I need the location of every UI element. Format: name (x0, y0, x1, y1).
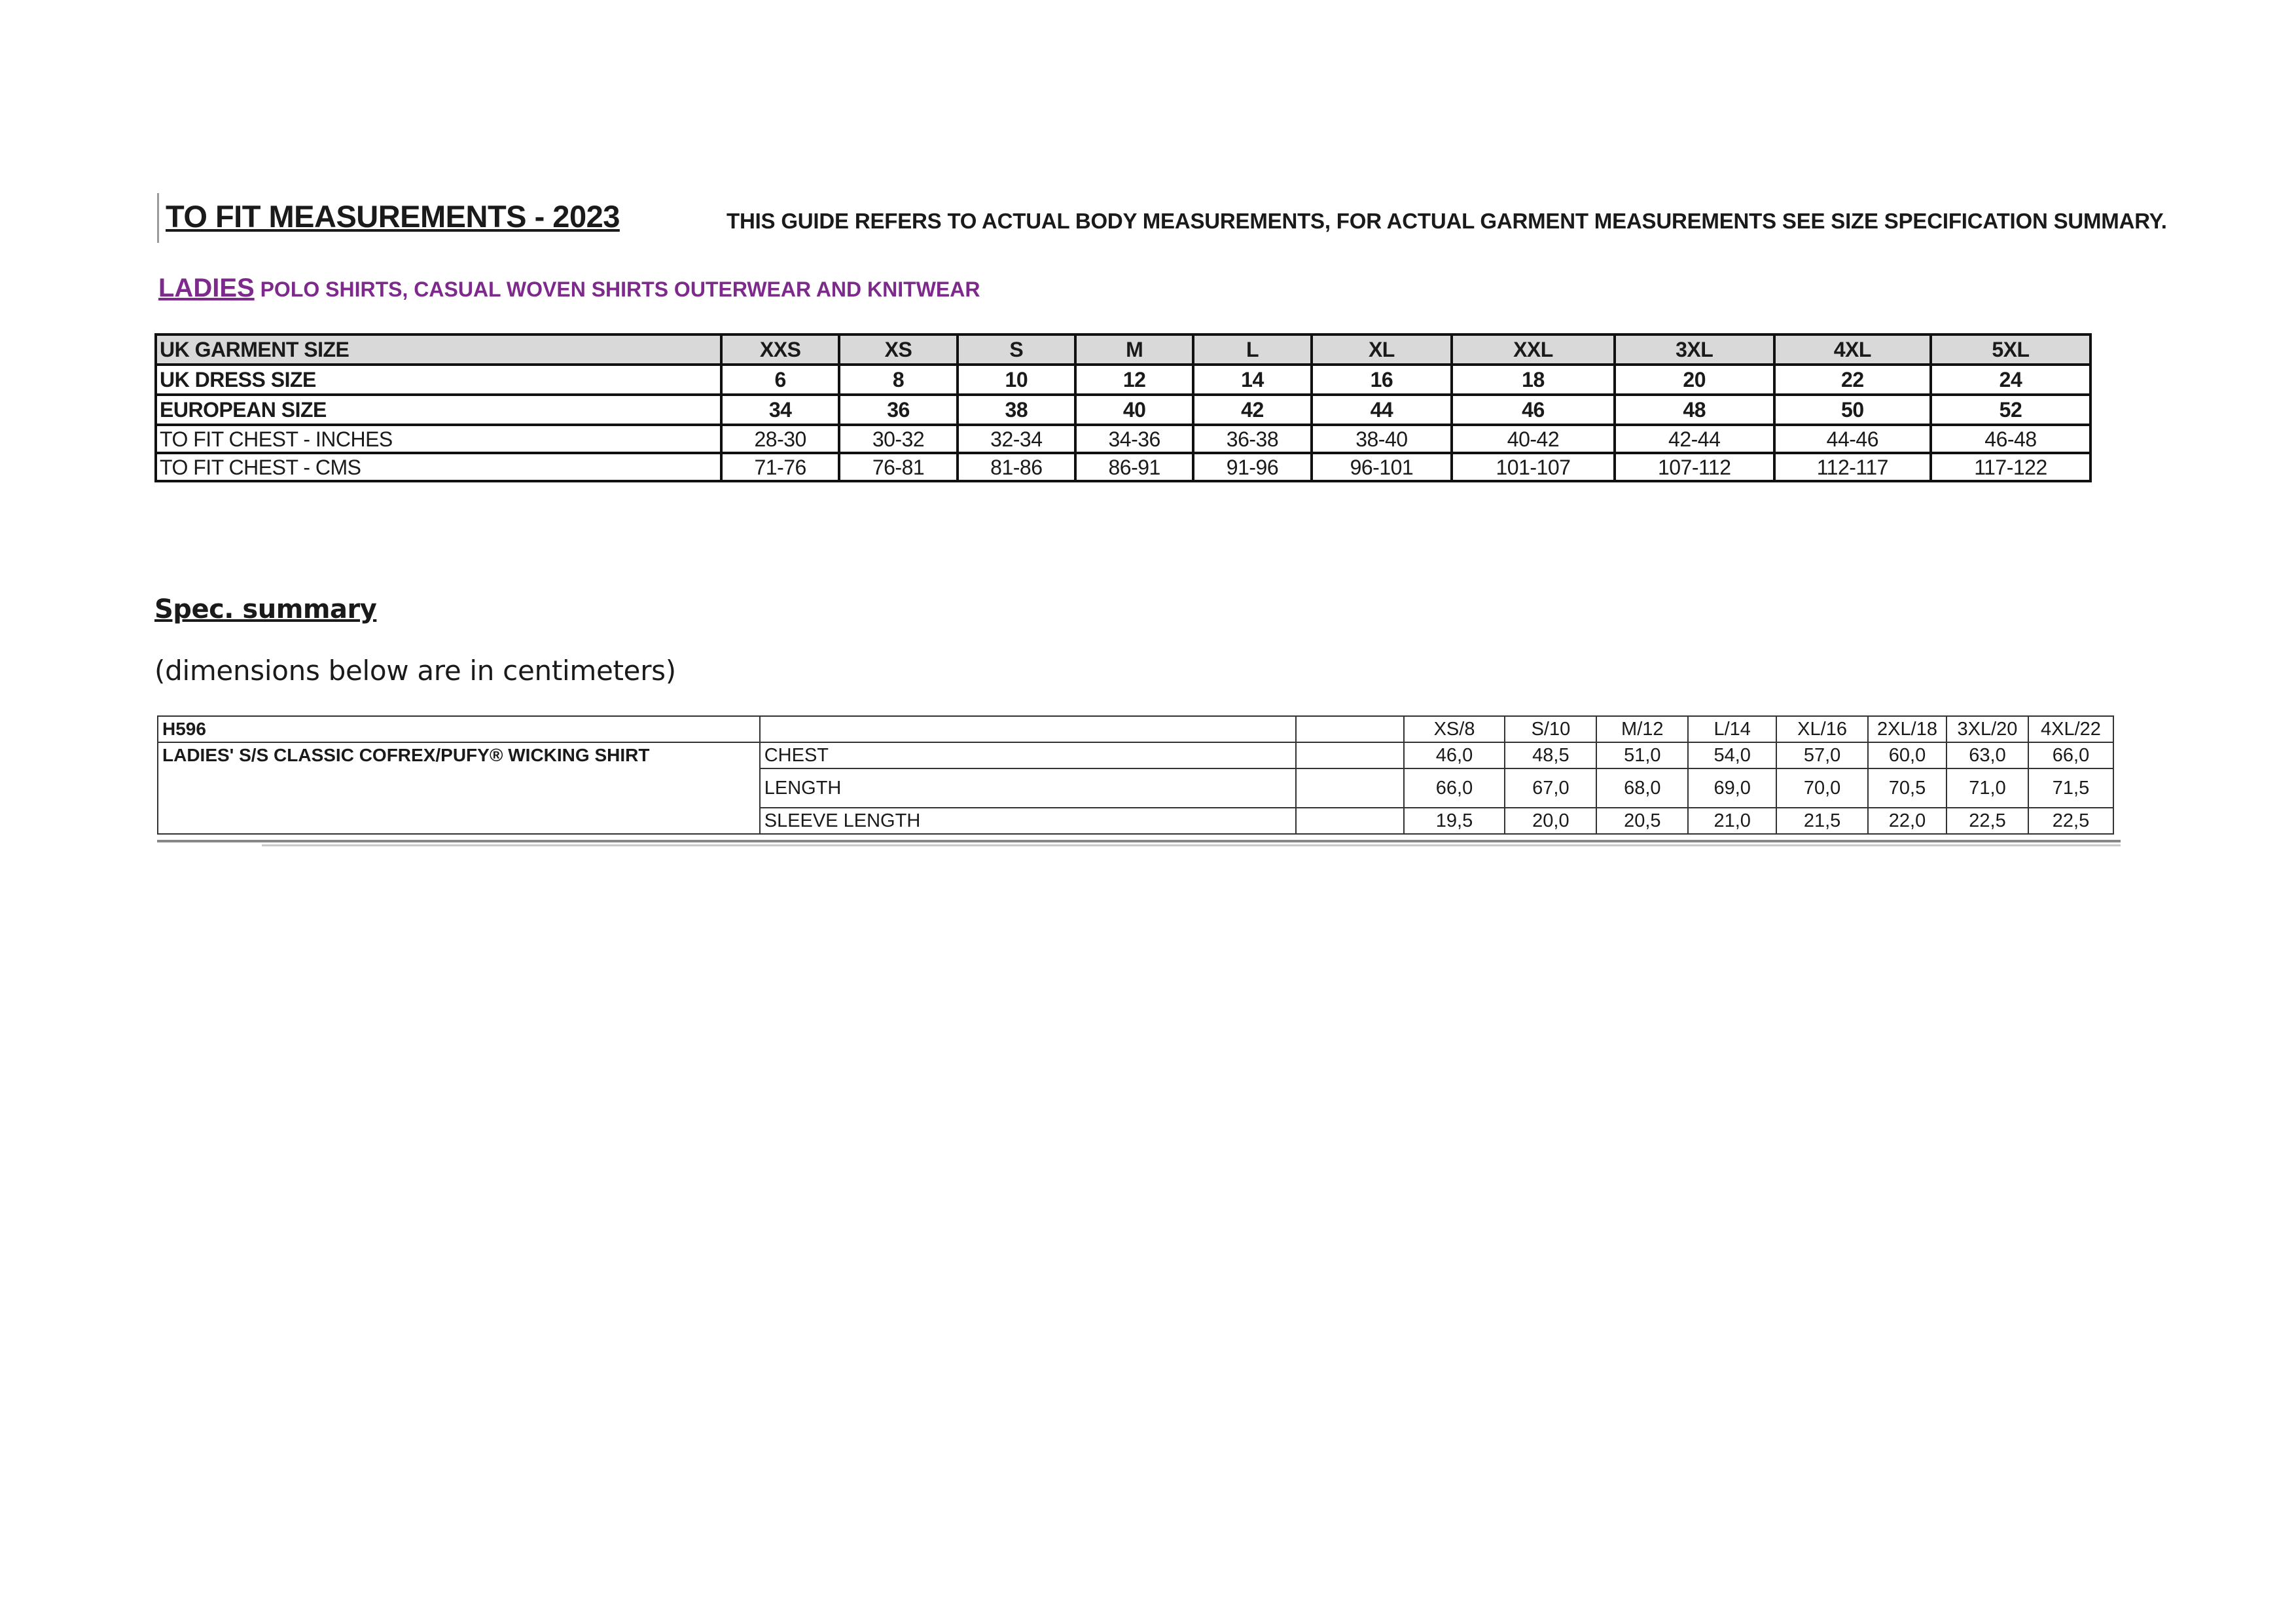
spec-size-header: XS/8 (1404, 716, 1505, 742)
size-cell: 52 (1931, 395, 2090, 425)
measurement-value: 71,0 (1946, 768, 2028, 808)
measurement-value: 19,5 (1404, 808, 1505, 834)
size-cell: 6 (721, 365, 839, 395)
empty-cell (1296, 742, 1404, 768)
measurement-value: 51,0 (1596, 742, 1688, 768)
spec-size-header: XL/16 (1776, 716, 1868, 742)
size-cell: 42 (1193, 395, 1311, 425)
size-cell: 71-76 (721, 453, 839, 481)
row-label: TO FIT CHEST - INCHES (156, 425, 721, 453)
size-cell: 16 (1312, 365, 1452, 395)
size-cell: 44 (1312, 395, 1452, 425)
measurement-value: 57,0 (1776, 742, 1868, 768)
size-cell: 42-44 (1615, 425, 1774, 453)
measurement-value: 46,0 (1404, 742, 1505, 768)
measurement-value: 70,0 (1776, 768, 1868, 808)
measurement-value: 66,0 (1404, 768, 1505, 808)
size-cell: 50 (1774, 395, 1931, 425)
measurement-value: 21,5 (1776, 808, 1868, 834)
size-cell: 22 (1774, 365, 1931, 395)
divider (157, 840, 2121, 842)
size-cell: 32-34 (958, 425, 1075, 453)
size-cell: L (1193, 334, 1311, 365)
size-cell: 5XL (1931, 334, 2090, 365)
section-heading (158, 274, 980, 303)
size-cell: 38 (958, 395, 1075, 425)
title-divider (157, 193, 159, 243)
size-cell: 91-96 (1193, 453, 1311, 481)
measurement-value: 20,0 (1505, 808, 1596, 834)
size-cell: 107-112 (1615, 453, 1774, 481)
style-code: H596 (158, 716, 760, 742)
size-cell: XL (1312, 334, 1452, 365)
spec-size-header: L/14 (1688, 716, 1776, 742)
measurement-value: 54,0 (1688, 742, 1776, 768)
measurement-value: 67,0 (1505, 768, 1596, 808)
spec-size-header: 4XL/22 (2028, 716, 2113, 742)
divider (262, 844, 2121, 846)
empty-cell (1296, 768, 1404, 808)
size-cell: 117-122 (1931, 453, 2090, 481)
size-cell: 101-107 (1452, 453, 1615, 481)
measurement-label: SLEEVE LENGTH (760, 808, 1296, 834)
measurement-label: LENGTH (760, 768, 1296, 808)
spec-size-header: 3XL/20 (1946, 716, 2028, 742)
size-cell: 4XL (1774, 334, 1931, 365)
size-cell: 10 (958, 365, 1075, 395)
measurement-value: 69,0 (1688, 768, 1776, 808)
size-cell: 86-91 (1075, 453, 1193, 481)
style-name: LADIES' S/S CLASSIC COFREX/PUFY® WICKING SHIRT (158, 742, 760, 834)
spec-size-header: S/10 (1505, 716, 1596, 742)
size-cell: 34 (721, 395, 839, 425)
size-cell: M (1075, 334, 1193, 365)
table-row (158, 742, 2113, 768)
row-label: UK GARMENT SIZE (156, 334, 721, 365)
row-label: UK DRESS SIZE (156, 365, 721, 395)
measurement-label: CHEST (760, 742, 1296, 768)
spec-size-header: 2XL/18 (1868, 716, 1946, 742)
measurement-value: 66,0 (2028, 742, 2113, 768)
spec-summary-title: Spec. summary (154, 594, 377, 624)
table-row (156, 365, 2090, 395)
measurement-value: 22,5 (2028, 808, 2113, 834)
table-row (156, 334, 2090, 365)
measurement-value: 22,5 (1946, 808, 2028, 834)
table-row (156, 453, 2090, 481)
row-label: EUROPEAN SIZE (156, 395, 721, 425)
table-row (158, 716, 2113, 742)
measurement-value: 22,0 (1868, 808, 1946, 834)
size-cell: 36-38 (1193, 425, 1311, 453)
table-row (156, 425, 2090, 453)
size-cell: 46 (1452, 395, 1615, 425)
size-cell: 81-86 (958, 453, 1075, 481)
size-cell: 24 (1931, 365, 2090, 395)
measurement-value: 20,5 (1596, 808, 1688, 834)
size-cell: 40-42 (1452, 425, 1615, 453)
measurement-value: 60,0 (1868, 742, 1946, 768)
measurement-value: 21,0 (1688, 808, 1776, 834)
empty-cell (760, 716, 1296, 742)
measurement-value: 48,5 (1505, 742, 1596, 768)
size-cell: 46-48 (1931, 425, 2090, 453)
size-cell: XS (839, 334, 957, 365)
empty-cell (1296, 808, 1404, 834)
spec-size-header: M/12 (1596, 716, 1688, 742)
size-cell: 40 (1075, 395, 1193, 425)
page-title: TO FIT MEASUREMENTS - 2023 (166, 199, 620, 234)
measurement-value: 70,5 (1868, 768, 1946, 808)
size-cell: 38-40 (1312, 425, 1452, 453)
size-cell: 96-101 (1312, 453, 1452, 481)
size-cell: 34-36 (1075, 425, 1193, 453)
measurement-value: 71,5 (2028, 768, 2113, 808)
size-chart-table (154, 333, 2092, 482)
size-cell: XXS (721, 334, 839, 365)
spec-units-note: (dimensions below are in centimeters) (154, 655, 676, 687)
guide-note: THIS GUIDE REFERS TO ACTUAL BODY MEASUREMENTS, FOR ACTUAL GARMENT MEASUREMENTS SEE SIZE SPECIFICATION SUMMARY. (726, 209, 2167, 233)
size-cell: S (958, 334, 1075, 365)
size-cell: 48 (1615, 395, 1774, 425)
table-row (156, 395, 2090, 425)
measurement-value: 68,0 (1596, 768, 1688, 808)
size-cell: 14 (1193, 365, 1311, 395)
size-cell: 76-81 (839, 453, 957, 481)
size-cell: 12 (1075, 365, 1193, 395)
section-heading-ladies: LADIES (158, 274, 255, 302)
size-cell: 30-32 (839, 425, 957, 453)
spec-summary-table (157, 715, 2114, 835)
empty-cell (1296, 716, 1404, 742)
size-cell: 36 (839, 395, 957, 425)
measurement-value: 63,0 (1946, 742, 2028, 768)
section-heading-categories: POLO SHIRTS, CASUAL WOVEN SHIRTS OUTERWEAR AND KNITWEAR (254, 278, 980, 301)
size-cell: 3XL (1615, 334, 1774, 365)
size-cell: 8 (839, 365, 957, 395)
size-cell: XXL (1452, 334, 1615, 365)
size-cell: 44-46 (1774, 425, 1931, 453)
size-cell: 28-30 (721, 425, 839, 453)
size-cell: 20 (1615, 365, 1774, 395)
size-cell: 18 (1452, 365, 1615, 395)
row-label: TO FIT CHEST - CMS (156, 453, 721, 481)
size-cell: 112-117 (1774, 453, 1931, 481)
